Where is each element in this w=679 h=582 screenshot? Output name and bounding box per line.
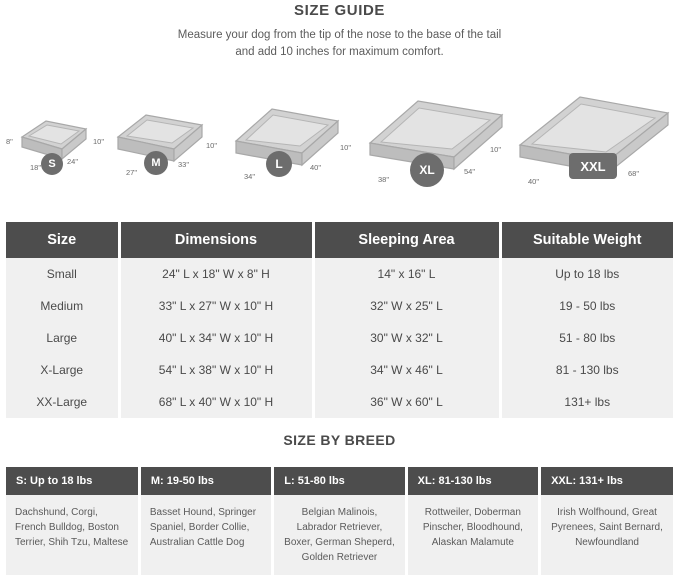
cell-suitable-weight: 81 - 130 lbs — [500, 354, 673, 386]
cell-size: Small — [6, 258, 119, 290]
size-table-header-size: Size — [6, 222, 119, 258]
bed-height-large: 10" — [206, 141, 218, 150]
bed-illustration-large — [206, 83, 346, 181]
table-row — [6, 354, 673, 386]
size-table-head — [6, 222, 673, 258]
bed-length-large: 40" — [310, 163, 322, 172]
breed-header-small: S: Up to 18 lbs — [6, 467, 139, 495]
bed-illustrations — [0, 67, 679, 192]
breed-cell-large: Belgian Malinois, Labrador Retriever, Boxer, German Sheperd, Golden Retriever — [273, 495, 406, 575]
size-table-container — [6, 222, 673, 418]
bed-height-small: 8" — [6, 137, 13, 146]
cell-sleeping-area: 36" W x 60" L — [313, 386, 500, 418]
cell-size: Medium — [6, 290, 119, 322]
bed-width-medium: 27" — [126, 168, 138, 177]
bed-badge-large: L — [266, 151, 292, 177]
cell-dimensions: 68" L x 40" W x 10" H — [119, 386, 313, 418]
size-table-header-dimensions: Dimensions — [119, 222, 313, 258]
table-row — [6, 386, 673, 418]
table-row — [6, 290, 673, 322]
page-subtitle — [0, 27, 679, 61]
size-table-header-suitable-weight: Suitable Weight — [500, 222, 673, 258]
table-row — [6, 495, 673, 575]
breed-header-xlarge: XL: 81-130 lbs — [406, 467, 539, 495]
bed-badge-xxlarge: XXL — [569, 153, 617, 179]
cell-sleeping-area: 30" W x 32" L — [313, 322, 500, 354]
bed-width-small: 18" — [30, 163, 42, 172]
breed-header-large: L: 51-80 lbs — [273, 467, 406, 495]
subtitle-line-2: and add 10 inches for maximum comfort. — [235, 46, 444, 58]
breed-header-xxlarge: XXL: 131+ lbs — [540, 467, 673, 495]
size-guide-page — [0, 2, 679, 582]
cell-sleeping-area: 32" W x 25" L — [313, 290, 500, 322]
bed-badge-xlarge: XL — [410, 153, 444, 187]
cell-suitable-weight: Up to 18 lbs — [500, 258, 673, 290]
breed-cell-xlarge: Rottweiler, Doberman Pinscher, Bloodhound, Alaskan Malamute — [406, 495, 539, 575]
cell-dimensions: 54" L x 38" W x 10" H — [119, 354, 313, 386]
bed-length-small: 24" — [67, 157, 79, 166]
size-table-header-row — [6, 222, 673, 258]
bed-width-xxlarge: 40" — [528, 177, 540, 186]
breed-cell-medium: Basset Hound, Springer Spaniel, Border Collie, Australian Cattle Dog — [139, 495, 272, 575]
cell-sleeping-area: 34" W x 46" L — [313, 354, 500, 386]
cell-suitable-weight: 19 - 50 lbs — [500, 290, 673, 322]
cell-size: X-Large — [6, 354, 119, 386]
breed-table — [6, 467, 673, 575]
bed-width-large: 34" — [244, 172, 256, 181]
breed-cell-xxlarge: Irish Wolfhound, Great Pyrenees, Saint Bernard, Newfoundland — [540, 495, 673, 575]
cell-sleeping-area: 14" x 16" L — [313, 258, 500, 290]
breed-table-head — [6, 467, 673, 495]
page-title: SIZE GUIDE — [293, 2, 385, 19]
subtitle-line-1: Measure your dog from the tip of the nose to the base of the tail — [177, 29, 502, 41]
size-table-body — [6, 258, 673, 418]
breed-cell-small: Dachshund, Corgi, French Bulldog, Boston Terrier, Shih Tzu, Maltese — [6, 495, 139, 575]
bed-badge-small: S — [41, 153, 63, 175]
breed-header-medium: M: 19-50 lbs — [139, 467, 272, 495]
bed-height-xlarge: 10" — [340, 143, 352, 152]
cell-suitable-weight: 131+ lbs — [500, 386, 673, 418]
bed-length-xlarge: 54" — [464, 167, 476, 176]
bed-height-xxlarge: 10" — [490, 145, 502, 154]
size-table-header-sleeping-area: Sleeping Area — [313, 222, 500, 258]
bed-illustration-xlarge — [340, 69, 510, 184]
size-table — [6, 222, 673, 418]
table-row — [6, 322, 673, 354]
breed-table-container — [6, 467, 673, 575]
cell-suitable-weight: 51 - 80 lbs — [500, 322, 673, 354]
breed-section-title: SIZE BY BREED — [283, 432, 396, 448]
cell-dimensions: 40" L x 34" W x 10" H — [119, 322, 313, 354]
bed-illustration-small — [6, 105, 92, 172]
cell-dimensions: 33" L x 27" W x 10" H — [119, 290, 313, 322]
bed-badge-medium: M — [144, 151, 168, 175]
table-row — [6, 258, 673, 290]
bed-illustration-xxlarge — [490, 59, 676, 186]
cell-size: XX-Large — [6, 386, 119, 418]
cell-size: Large — [6, 322, 119, 354]
cell-dimensions: 24" L x 18" W x 8" H — [119, 258, 313, 290]
breed-table-body — [6, 495, 673, 575]
bed-height-medium: 10" — [93, 137, 105, 146]
bed-illustration-medium — [93, 93, 210, 177]
bed-length-xxlarge: 68" — [628, 169, 640, 178]
bed-length-medium: 33" — [178, 160, 190, 169]
breed-table-header-row — [6, 467, 673, 495]
bed-width-xlarge: 38" — [378, 175, 390, 184]
